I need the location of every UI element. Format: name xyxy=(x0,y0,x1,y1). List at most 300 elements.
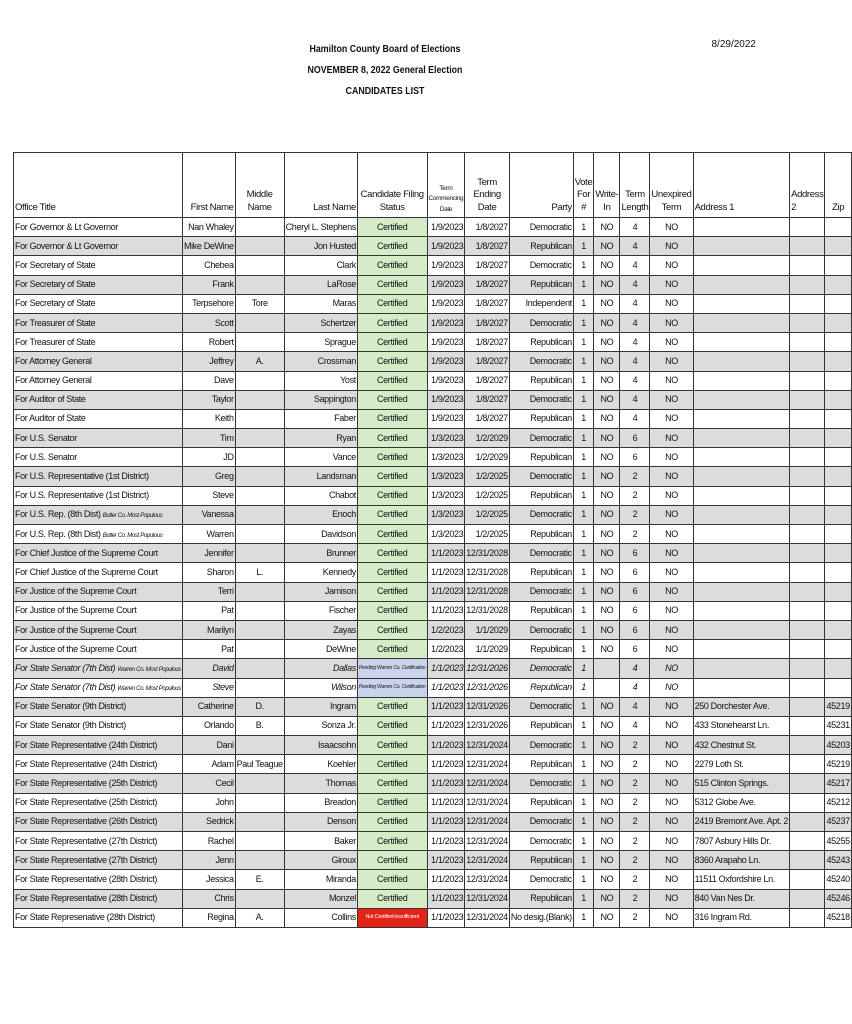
vote-for-cell: 1 xyxy=(573,486,594,505)
term-length-cell: 6 xyxy=(620,544,650,563)
address-2-cell xyxy=(790,448,825,467)
address-2-cell xyxy=(790,256,825,275)
filing-status-cell: Certified xyxy=(357,563,427,582)
zip-cell xyxy=(825,371,851,390)
vote-for-cell: 1 xyxy=(573,582,594,601)
vote-for-cell: 1 xyxy=(573,601,594,620)
first-name-cell: Tim xyxy=(182,429,235,448)
term-length-cell: 4 xyxy=(620,678,650,697)
term-end-cell: 1/8/2027 xyxy=(465,371,510,390)
write-in-cell xyxy=(594,678,620,697)
term-start-cell: 1/9/2023 xyxy=(427,275,465,294)
middle-name-cell xyxy=(235,409,284,428)
unexpired-term-cell: NO xyxy=(650,889,693,908)
address-1-cell xyxy=(693,601,790,620)
first-name-cell: Catherine xyxy=(182,697,235,716)
zip-cell xyxy=(825,294,851,313)
table-row xyxy=(14,486,852,505)
vote-for-cell: 1 xyxy=(573,678,594,697)
col-last-name: Last Name xyxy=(284,153,357,218)
table-row xyxy=(14,851,852,870)
vote-for-cell: 1 xyxy=(573,352,594,371)
office-title-cell xyxy=(14,390,183,409)
filing-status-cell: Pending Warren Co. Certification xyxy=(357,659,427,678)
vote-for-cell: 1 xyxy=(573,755,594,774)
first-name-cell: Terri xyxy=(182,582,235,601)
term-end-cell: 12/31/2024 xyxy=(465,736,510,755)
filing-status-cell: Not Certified-Insufficient xyxy=(357,908,427,927)
zip-cell xyxy=(825,409,851,428)
address-2-cell xyxy=(790,525,825,544)
party-cell: Democratic xyxy=(509,812,573,831)
unexpired-term-cell: NO xyxy=(650,812,693,831)
first-name-cell: Steve xyxy=(182,486,235,505)
last-name-cell: Collins xyxy=(284,908,357,927)
term-start-cell: 1/3/2023 xyxy=(427,467,465,486)
vote-for-cell: 1 xyxy=(573,870,594,889)
address-2-cell xyxy=(790,582,825,601)
unexpired-term-cell: NO xyxy=(650,448,693,467)
filing-status-cell: Certified xyxy=(357,218,427,237)
first-name-cell: Vanessa xyxy=(182,505,235,524)
term-start-cell: 1/1/2023 xyxy=(427,870,465,889)
office-title-cell xyxy=(14,256,183,275)
term-end-cell: 1/8/2027 xyxy=(465,409,510,428)
first-name-cell: Warren xyxy=(182,525,235,544)
zip-cell xyxy=(825,601,851,620)
address-2-cell xyxy=(790,333,825,352)
last-name-cell: DeWine xyxy=(284,640,357,659)
office-title: For Justice of the Supreme Court xyxy=(15,605,137,616)
term-length-cell: 2 xyxy=(620,525,650,544)
middle-name-cell xyxy=(235,333,284,352)
filing-status-cell: Certified xyxy=(357,812,427,831)
middle-name-cell xyxy=(235,486,284,505)
first-name-cell: Frank xyxy=(182,275,235,294)
filing-status-cell: Certified xyxy=(357,505,427,524)
table-row xyxy=(14,908,852,927)
term-length-cell: 2 xyxy=(620,505,650,524)
unexpired-term-cell: NO xyxy=(650,294,693,313)
table-row xyxy=(14,218,852,237)
party-cell: Republican xyxy=(509,448,573,467)
filing-status-cell: Certified xyxy=(357,294,427,313)
address-1-cell xyxy=(693,313,790,332)
party-cell: Republican xyxy=(509,563,573,582)
table-row xyxy=(14,832,852,851)
office-title-cell xyxy=(14,889,183,908)
office-title: For State Representative (28th District) xyxy=(15,873,158,884)
middle-name-cell xyxy=(235,505,284,524)
first-name-cell: Regina xyxy=(182,908,235,927)
office-title-cell xyxy=(14,755,183,774)
office-title-cell xyxy=(14,659,183,678)
vote-for-cell: 1 xyxy=(573,812,594,831)
office-title-cell xyxy=(14,563,183,582)
unexpired-term-cell: NO xyxy=(650,429,693,448)
term-length-cell: 6 xyxy=(620,640,650,659)
party-cell: Republican xyxy=(509,851,573,870)
office-title-cell xyxy=(14,429,183,448)
office-title-cell xyxy=(14,697,183,716)
office-title-cell xyxy=(14,812,183,831)
term-start-cell: 1/9/2023 xyxy=(427,333,465,352)
address-2-cell xyxy=(790,678,825,697)
office-title-cell xyxy=(14,678,183,697)
vote-for-cell: 1 xyxy=(573,294,594,313)
address-2-cell xyxy=(790,870,825,889)
term-end-cell: 12/31/2028 xyxy=(465,544,510,563)
first-name-cell: Jennifer xyxy=(182,544,235,563)
address-1-cell xyxy=(693,563,790,582)
unexpired-term-cell: NO xyxy=(650,409,693,428)
middle-name-cell xyxy=(235,429,284,448)
zip-cell: 45219 xyxy=(825,755,851,774)
filing-status-cell: Certified xyxy=(357,640,427,659)
address-2-cell xyxy=(790,755,825,774)
address-2-cell xyxy=(790,390,825,409)
unexpired-term-cell: NO xyxy=(650,371,693,390)
zip-cell xyxy=(825,313,851,332)
office-title: For Auditor of State xyxy=(15,394,86,405)
write-in-cell: NO xyxy=(594,275,620,294)
party-cell: Republican xyxy=(509,716,573,735)
office-title-cell xyxy=(14,908,183,927)
address-1-cell: 11511 Oxfordshire Ln. xyxy=(693,870,790,889)
term-start-cell: 1/1/2023 xyxy=(427,851,465,870)
office-title-cell xyxy=(14,832,183,851)
term-start-cell: 1/1/2023 xyxy=(427,678,465,697)
address-2-cell xyxy=(790,832,825,851)
last-name-cell: Zayas xyxy=(284,620,357,639)
term-start-cell: 1/9/2023 xyxy=(427,237,465,256)
term-length-cell: 6 xyxy=(620,582,650,601)
term-end-cell: 12/31/2024 xyxy=(465,908,510,927)
vote-for-cell: 1 xyxy=(573,908,594,927)
table-row xyxy=(14,563,852,582)
middle-name-cell xyxy=(235,544,284,563)
term-length-cell: 2 xyxy=(620,870,650,889)
last-name-cell: Miranda xyxy=(284,870,357,889)
filing-status-cell: Certified xyxy=(357,390,427,409)
filing-status-cell: Certified xyxy=(357,467,427,486)
vote-for-cell: 1 xyxy=(573,333,594,352)
table-row xyxy=(14,736,852,755)
vote-for-cell: 1 xyxy=(573,409,594,428)
write-in-cell: NO xyxy=(594,908,620,927)
vote-for-cell: 1 xyxy=(573,716,594,735)
office-title-cell xyxy=(14,486,183,505)
term-start-cell: 1/9/2023 xyxy=(427,313,465,332)
office-title-cell xyxy=(14,716,183,735)
vote-for-cell: 1 xyxy=(573,620,594,639)
middle-name-cell xyxy=(235,582,284,601)
office-title-cell xyxy=(14,371,183,390)
last-name-cell: Breadon xyxy=(284,793,357,812)
office-title: For U.S. Rep. (8th Dist) xyxy=(15,528,101,539)
vote-for-cell: 1 xyxy=(573,544,594,563)
zip-cell xyxy=(825,275,851,294)
address-2-cell xyxy=(790,851,825,870)
first-name-cell: Greg xyxy=(182,467,235,486)
address-1-cell xyxy=(693,678,790,697)
address-1-cell xyxy=(693,275,790,294)
address-1-cell xyxy=(693,256,790,275)
first-name-cell: Pat xyxy=(182,640,235,659)
table-row xyxy=(14,429,852,448)
filing-status-cell: Certified xyxy=(357,620,427,639)
last-name-cell: Kennedy xyxy=(284,563,357,582)
write-in-cell: NO xyxy=(594,640,620,659)
last-name-cell: Ryan xyxy=(284,429,357,448)
table-row xyxy=(14,275,852,294)
term-start-cell: 1/2/2023 xyxy=(427,620,465,639)
address-1-cell: 432 Chestnut St. xyxy=(693,736,790,755)
term-end-cell: 12/31/2024 xyxy=(465,851,510,870)
table-row xyxy=(14,448,852,467)
col-unexpired-term: Unexpired Term xyxy=(650,153,693,218)
unexpired-term-cell: NO xyxy=(650,390,693,409)
party-cell: Democratic xyxy=(509,352,573,371)
party-cell: Democratic xyxy=(509,582,573,601)
term-end-cell: 12/31/2024 xyxy=(465,832,510,851)
address-2-cell xyxy=(790,793,825,812)
filing-status-cell: Certified xyxy=(357,793,427,812)
address-1-cell: 515 Clinton Springs. xyxy=(693,774,790,793)
unexpired-term-cell: NO xyxy=(650,218,693,237)
term-start-cell: 1/1/2023 xyxy=(427,697,465,716)
zip-cell xyxy=(825,333,851,352)
office-title: For State Senator (7th Dist) xyxy=(15,662,116,673)
term-end-cell: 12/31/2026 xyxy=(465,659,510,678)
filing-status-cell: Certified xyxy=(357,601,427,620)
term-end-cell: 1/2/2025 xyxy=(465,486,510,505)
first-name-cell: John xyxy=(182,793,235,812)
term-length-cell: 2 xyxy=(620,736,650,755)
unexpired-term-cell: NO xyxy=(650,851,693,870)
middle-name-cell xyxy=(235,313,284,332)
address-2-cell xyxy=(790,371,825,390)
table-row xyxy=(14,601,852,620)
address-2-cell xyxy=(790,467,825,486)
term-start-cell: 1/9/2023 xyxy=(427,409,465,428)
first-name-cell: Dani xyxy=(182,736,235,755)
last-name-cell: Cheryl L. Stephens xyxy=(284,218,357,237)
term-end-cell: 12/31/2028 xyxy=(465,601,510,620)
filing-status-cell: Certified xyxy=(357,716,427,735)
zip-cell xyxy=(825,544,851,563)
write-in-cell: NO xyxy=(594,582,620,601)
office-note: Warren Co. Most Populous xyxy=(117,686,181,693)
term-length-cell: 4 xyxy=(620,256,650,275)
office-title-cell xyxy=(14,640,183,659)
first-name-cell: Sharon xyxy=(182,563,235,582)
office-title: For Governor & Lt Governor xyxy=(15,221,118,232)
col-term-end: Term Ending Date xyxy=(465,153,510,218)
middle-name-cell xyxy=(235,256,284,275)
term-start-cell: 1/1/2023 xyxy=(427,563,465,582)
filing-status-cell: Certified xyxy=(357,697,427,716)
address-2-cell xyxy=(790,294,825,313)
unexpired-term-cell: NO xyxy=(650,755,693,774)
filing-status-cell: Certified xyxy=(357,256,427,275)
write-in-cell: NO xyxy=(594,832,620,851)
last-name-cell: Vance xyxy=(284,448,357,467)
first-name-cell: Taylor xyxy=(182,390,235,409)
office-title-cell xyxy=(14,313,183,332)
office-title: For Treasurer of State xyxy=(15,336,96,347)
middle-name-cell: D. xyxy=(235,697,284,716)
col-vote-for: Vote For # xyxy=(573,153,594,218)
party-cell: Democratic xyxy=(509,218,573,237)
middle-name-cell xyxy=(235,774,284,793)
middle-name-cell xyxy=(235,793,284,812)
office-title-cell xyxy=(14,505,183,524)
term-length-cell: 2 xyxy=(620,793,650,812)
write-in-cell: NO xyxy=(594,755,620,774)
last-name-cell: Chabot xyxy=(284,486,357,505)
term-length-cell: 6 xyxy=(620,563,650,582)
term-end-cell: 12/31/2026 xyxy=(465,716,510,735)
vote-for-cell: 1 xyxy=(573,659,594,678)
first-name-cell: Chebea xyxy=(182,256,235,275)
filing-status-cell: Pending Warren Co. Certification xyxy=(357,678,427,697)
last-name-cell: Landsman xyxy=(284,467,357,486)
term-length-cell: 4 xyxy=(620,659,650,678)
last-name-cell: LaRose xyxy=(284,275,357,294)
office-note: Butler Co. Most Populous xyxy=(102,513,163,520)
term-length-cell: 4 xyxy=(620,218,650,237)
address-2-cell xyxy=(790,409,825,428)
address-1-cell xyxy=(693,371,790,390)
write-in-cell: NO xyxy=(594,333,620,352)
zip-cell xyxy=(825,352,851,371)
filing-status-cell: Certified xyxy=(357,736,427,755)
table-row xyxy=(14,640,852,659)
last-name-cell: Davidson xyxy=(284,525,357,544)
middle-name-cell: Paul Teague xyxy=(235,755,284,774)
unexpired-term-cell: NO xyxy=(650,774,693,793)
filing-status-cell: Certified xyxy=(357,237,427,256)
office-title-cell xyxy=(14,870,183,889)
term-end-cell: 1/8/2027 xyxy=(465,256,510,275)
office-title-cell xyxy=(14,736,183,755)
last-name-cell: Faber xyxy=(284,409,357,428)
write-in-cell: NO xyxy=(594,563,620,582)
zip-cell: 45240 xyxy=(825,870,851,889)
term-length-cell: 4 xyxy=(620,333,650,352)
office-title: For Governor & Lt Governor xyxy=(15,240,118,251)
term-start-cell: 1/1/2023 xyxy=(427,736,465,755)
office-title-cell xyxy=(14,774,183,793)
term-end-cell: 1/2/2029 xyxy=(465,448,510,467)
unexpired-term-cell: NO xyxy=(650,256,693,275)
table-row xyxy=(14,333,852,352)
address-1-cell xyxy=(693,294,790,313)
party-cell: Democratic xyxy=(509,390,573,409)
term-end-cell: 1/8/2027 xyxy=(465,294,510,313)
office-title: For State Represenative (28th District) xyxy=(15,912,155,923)
term-start-cell: 1/1/2023 xyxy=(427,889,465,908)
middle-name-cell xyxy=(235,640,284,659)
term-length-cell: 2 xyxy=(620,851,650,870)
middle-name-cell: Tore xyxy=(235,294,284,313)
term-start-cell: 1/1/2023 xyxy=(427,774,465,793)
office-title: For State Representative (26th District) xyxy=(15,816,158,827)
term-start-cell: 1/1/2023 xyxy=(427,601,465,620)
write-in-cell: NO xyxy=(594,774,620,793)
first-name-cell: David xyxy=(182,659,235,678)
term-start-cell: 1/1/2023 xyxy=(427,659,465,678)
address-2-cell xyxy=(790,237,825,256)
write-in-cell: NO xyxy=(594,525,620,544)
last-name-cell: Brunner xyxy=(284,544,357,563)
address-2-cell xyxy=(790,218,825,237)
zip-cell: 45255 xyxy=(825,832,851,851)
col-filing-status: Candidate Filing Status xyxy=(357,153,427,218)
last-name-cell: Koehler xyxy=(284,755,357,774)
col-address-2: Address 2 xyxy=(790,153,825,218)
term-length-cell: 6 xyxy=(620,448,650,467)
party-cell: Republican xyxy=(509,333,573,352)
vote-for-cell: 1 xyxy=(573,851,594,870)
last-name-cell: Enoch xyxy=(284,505,357,524)
party-cell: Democratic xyxy=(509,774,573,793)
office-title-cell xyxy=(14,275,183,294)
term-end-cell: 1/2/2025 xyxy=(465,525,510,544)
unexpired-term-cell: NO xyxy=(650,736,693,755)
middle-name-cell xyxy=(235,467,284,486)
address-2-cell xyxy=(790,889,825,908)
middle-name-cell: A. xyxy=(235,908,284,927)
office-title: For Secretary of State xyxy=(15,259,96,270)
candidates-table xyxy=(13,152,852,928)
vote-for-cell: 1 xyxy=(573,313,594,332)
first-name-cell: JD xyxy=(182,448,235,467)
zip-cell xyxy=(825,640,851,659)
filing-status-cell: Certified xyxy=(357,371,427,390)
table-row xyxy=(14,409,852,428)
office-title: For Justice of the Supreme Court xyxy=(15,586,137,597)
unexpired-term-cell: NO xyxy=(650,275,693,294)
write-in-cell: NO xyxy=(594,409,620,428)
vote-for-cell: 1 xyxy=(573,774,594,793)
term-length-cell: 2 xyxy=(620,755,650,774)
write-in-cell: NO xyxy=(594,812,620,831)
term-length-cell: 6 xyxy=(620,601,650,620)
first-name-cell: Jessica xyxy=(182,870,235,889)
party-cell: Republican xyxy=(509,409,573,428)
first-name-cell: Robert xyxy=(182,333,235,352)
write-in-cell: NO xyxy=(594,544,620,563)
party-cell: Democratic xyxy=(509,256,573,275)
col-party: Party xyxy=(509,153,573,218)
office-title: For Secretary of State xyxy=(15,298,96,309)
col-write-in: Write-In xyxy=(594,153,620,218)
office-title: For Chief Justice of the Supreme Court xyxy=(15,566,158,577)
office-title: For U.S. Rep. (8th Dist) xyxy=(15,509,101,520)
vote-for-cell: 1 xyxy=(573,256,594,275)
address-2-cell xyxy=(790,313,825,332)
write-in-cell: NO xyxy=(594,256,620,275)
unexpired-term-cell: NO xyxy=(650,563,693,582)
address-1-cell xyxy=(693,467,790,486)
write-in-cell: NO xyxy=(594,371,620,390)
vote-for-cell: 1 xyxy=(573,697,594,716)
office-title: For State Representative (24th District) xyxy=(15,739,158,750)
write-in-cell: NO xyxy=(594,793,620,812)
last-name-cell: Sappington xyxy=(284,390,357,409)
